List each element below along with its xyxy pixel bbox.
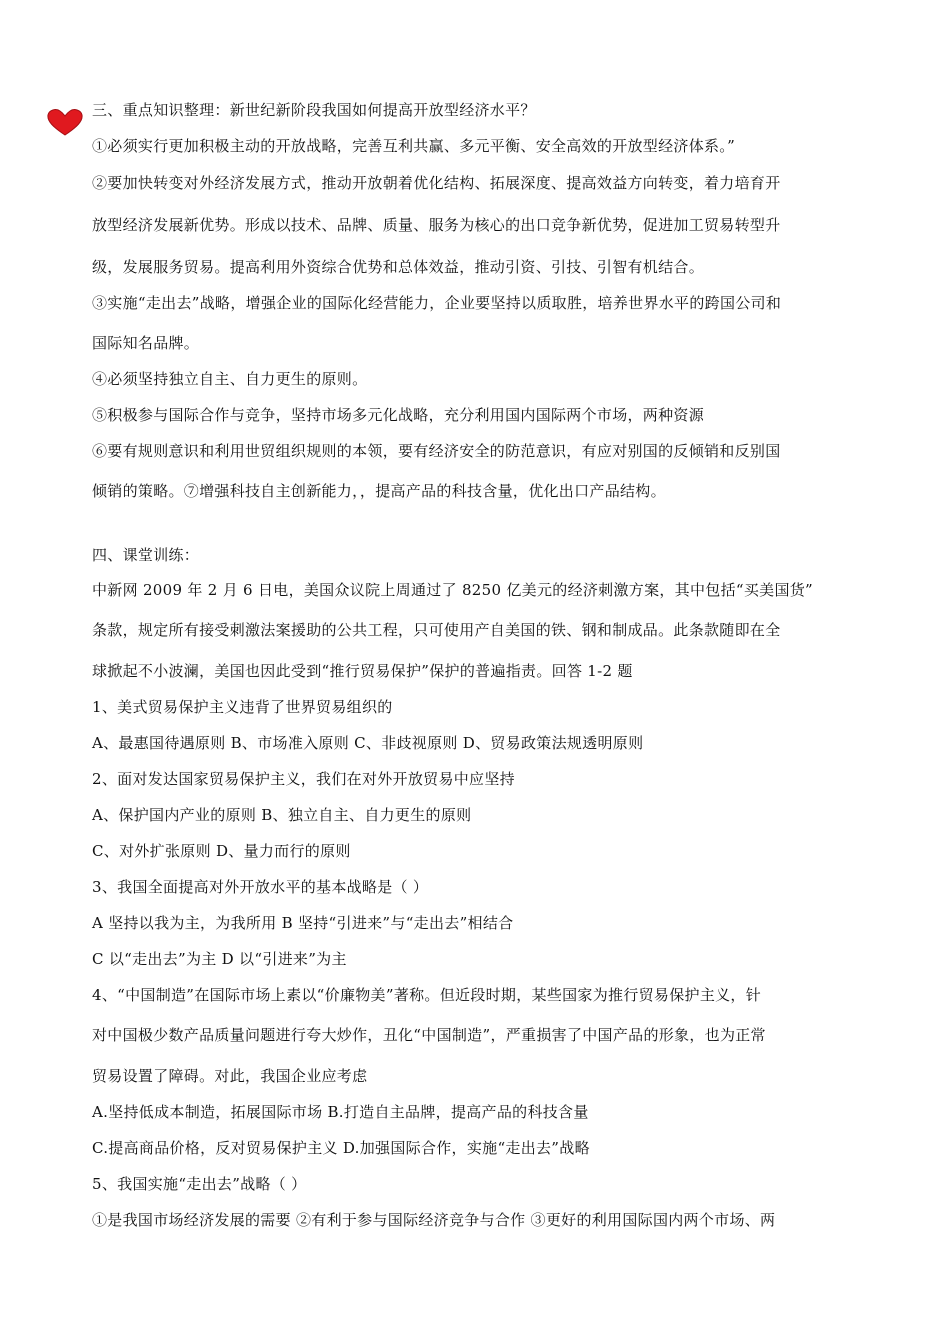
point-line: ③实施“走出去”战略，增强企业的国际化经营能力，企业要坚持以质取胜，培养世界水平的跨国公司和 [92, 294, 782, 312]
question-line: 2、面对发达国家贸易保护主义，我们在对外开放贸易中应坚持 [92, 770, 515, 788]
material-line: 球掀起不小波澜，美国也因此受到“推行贸易保护”保护的普遍指责。回答 1-2 题 [92, 662, 633, 680]
material-line: 条款，规定所有接受刺激法案援助的公共工程，只可使用产自美国的铁、钢和制成品。此条款随即在全 [92, 621, 781, 639]
question-line: A、保护国内产业的原则 B、独立自主、自力更生的原则 [92, 806, 472, 824]
material-line: 中新网 2009 年 2 月 6 日电，美国众议院上周通过了 8250 亿美元的经济刺激方案，其中包括“买美国货” [92, 581, 814, 599]
point-line: ②要加快转变对外经济发展方式，推动开放朝着优化结构、拓展深度、提高效益方向转变，着力培育开 [92, 174, 781, 192]
question-line: 对中国极少数产品质量问题进行夸大炒作，丑化“中国制造”，严重损害了中国产品的形象，也为正常 [92, 1026, 766, 1044]
section-3-heading: 三、重点知识整理：新世纪新阶段我国如何提高开放型经济水平？ [92, 101, 536, 119]
question-line: 5、我国实施“走出去”战略（ ） [92, 1175, 307, 1193]
section-4-heading: 四、课堂训练： [92, 546, 200, 564]
question-line: 1、美式贸易保护主义违背了世界贸易组织的 [92, 698, 393, 716]
point-line: ⑥要有规则意识和利用世贸组织规则的本领，要有经济安全的防范意识，有应对别国的反倾销和反别国 [92, 442, 781, 460]
question-line: C.提高商品价格，反对贸易保护主义 D.加强国际合作，实施“走出去”战略 [92, 1139, 590, 1157]
question-line: C 以“走出去”为主 D 以“引进来”为主 [92, 950, 347, 968]
point-line: 级，发展服务贸易。提高利用外资综合优势和总体效益，推动引资、引技、引智有机结合。 [92, 258, 705, 276]
question-line: C、对外扩张原则 D、量力而行的原则 [92, 842, 351, 860]
question-line: A 坚持以我为主，为我所用 B 坚持“引进来”与“走出去”相结合 [92, 914, 514, 932]
point-line: ⑤积极参与国际合作与竞争，坚持市场多元化战略，充分利用国内国际两个市场，两种资源 [92, 406, 705, 424]
heart-icon [47, 108, 83, 136]
point-line: 放型经济发展新优势。形成以技术、品牌、质量、服务为核心的出口竞争新优势，促进加工贸易转型升 [92, 216, 781, 234]
point-line: 国际知名品牌。 [92, 334, 200, 352]
point-line: ④必须坚持独立自主、自力更生的原则。 [92, 370, 368, 388]
question-line: A、最惠国待遇原则 B、市场准入原则 C、非歧视原则 D、贸易政策法规透明原则 [92, 734, 644, 752]
question-line: 4、“中国制造”在国际市场上素以“价廉物美”著称。但近段时期，某些国家为推行贸易保护主义，针 [92, 986, 762, 1004]
question-line: A.坚持低成本制造，拓展国际市场 B.打造自主品牌，提高产品的科技含量 [92, 1103, 589, 1121]
question-line: 贸易设置了障碍。对此，我国企业应考虑 [92, 1067, 368, 1085]
question-line: ①是我国市场经济发展的需要 ②有利于参与国际经济竞争与合作 ③更好的利用国际国内两个市场、两 [92, 1211, 776, 1229]
point-line: ①必须实行更加积极主动的开放战略，完善互利共赢、多元平衡、安全高效的开放型经济体系。” [92, 137, 736, 155]
question-line: 3、我国全面提高对外开放水平的基本战略是（ ） [92, 878, 429, 896]
point-line: 倾销的策略。⑦增强科技自主创新能力，，提高产品的科技含量，优化出口产品结构。 [92, 482, 666, 500]
